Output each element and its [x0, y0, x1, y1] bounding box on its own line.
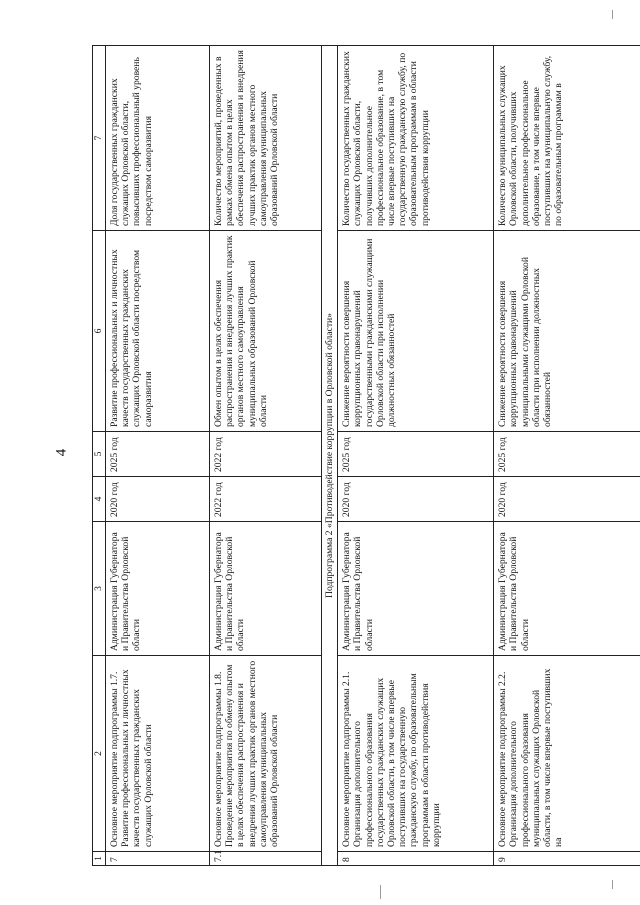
indicator-cell: Доля государственных гражданских служащих Орловской области, повысивших профессиональный уровень посредством саморазвития: [106, 46, 210, 231]
start-year-cell: 2022 год: [210, 477, 322, 522]
header-cell: 7: [93, 46, 106, 231]
event-cell: Основное мероприятие подпрограммы 2.2. Организация дополнительного профессионального образования муниципальных служащих Орловской области, в том числе впервые поступивших на: [494, 656, 640, 852]
end-year-cell: 2022 год: [210, 432, 322, 477]
table-row: [338, 46, 494, 866]
scan-mark: [612, 10, 613, 19]
start-year-cell: 2020 год: [106, 477, 210, 522]
rotated-table-page: [92, 46, 640, 866]
event-cell: Основное мероприятие подпрограммы 2.1. Организация дополнительного профессионального образования государственных гражданских служащих Орловской области, в том числе впервые поступивших на государственную гражданскую службу, по образовательным программам в области противодействия коррупции: [338, 656, 494, 852]
subprogram-title: Подпрограмма 2 «Противодействие коррупции в Орловской области»: [322, 46, 338, 866]
end-year-cell: 2025 год: [494, 432, 640, 477]
result-cell: Снижение вероятности совершения коррупционных правонарушений государственными гражданскими служащими Орловской области при исполнении должностных обязанностей: [338, 231, 494, 432]
start-year-cell: 2020 год: [494, 477, 640, 522]
executor-cell: Администрация Губернатора и Правительства Орловской области: [106, 522, 210, 656]
page-number: 4: [53, 448, 70, 457]
indicator-cell: Количество муниципальных служащих Орловской области, получивших дополнительное профессиональное образование, в том числе впервые поступивших на муниципальную службу, по образовательным программам в: [494, 46, 640, 231]
subprogram-title-row: [322, 46, 338, 866]
result-cell: Развитие профессиональных и личностных качеств государственных гражданских служащих Орловской области посредством саморазвития: [106, 231, 210, 432]
executor-cell: Администрация Губернатора и Правительства Орловской области: [494, 522, 640, 656]
header-cell: 1: [93, 852, 106, 866]
start-year-cell: 2020 год: [338, 477, 494, 522]
event-cell: Основное мероприятие подпрограммы 1.8. Проведение мероприятия по обмену опытом в целях обеспечения распространения и внедрения лучших практик органов местного самоуправления муниципальных образований Орловской области: [210, 656, 322, 852]
header-cell: 4: [93, 477, 106, 522]
table-header-row: [93, 46, 106, 866]
header-cell: 6: [93, 231, 106, 432]
indicator-cell: Количество мероприятий, проведенных в рамках обмена опытом в целях обеспечения распространения и внедрения лучших практик органов местного самоуправления муниципальных образований Орловской области: [210, 46, 322, 231]
end-year-cell: 2025 год: [338, 432, 494, 477]
result-cell: Обмен опытом в целях обеспечения распространения и внедрения лучших практик органов местного самоуправления муниципальных образований Орловской области: [210, 231, 322, 432]
row-number: 7.1: [210, 852, 322, 866]
header-cell: 2: [93, 656, 106, 852]
table-row: [106, 46, 210, 866]
header-cell: 5: [93, 432, 106, 477]
scan-mark: [380, 885, 381, 899]
event-cell: Основное мероприятие подпрограммы 1.7. Развитие профессиональных и личностных качеств государственных гражданских служащих Орловской области: [106, 656, 210, 852]
row-number: 8: [338, 852, 494, 866]
header-cell: 3: [93, 522, 106, 656]
scan-mark: [612, 880, 613, 889]
row-number: 9: [494, 852, 640, 866]
end-year-cell: 2025 год: [106, 432, 210, 477]
result-cell: Снижение вероятности совершения коррупционных правонарушений муниципальными служащими Орловской области при исполнении должностных обязанностей: [494, 231, 640, 432]
table-row: [210, 46, 322, 866]
table-row: [494, 46, 640, 866]
executor-cell: Администрация Губернатора и Правительства Орловской области: [210, 522, 322, 656]
row-number: 7: [106, 852, 210, 866]
program-events-table: [92, 45, 640, 866]
indicator-cell: Количество государственных гражданских служащих Орловской области, получивших дополнительное профессиональное образование, в том числе впервые поступивших на государственную гражданскую службу, по образовательным программам в области противодействия коррупции: [338, 46, 494, 231]
executor-cell: Администрация Губернатора и Правительства Орловской области: [338, 522, 494, 656]
